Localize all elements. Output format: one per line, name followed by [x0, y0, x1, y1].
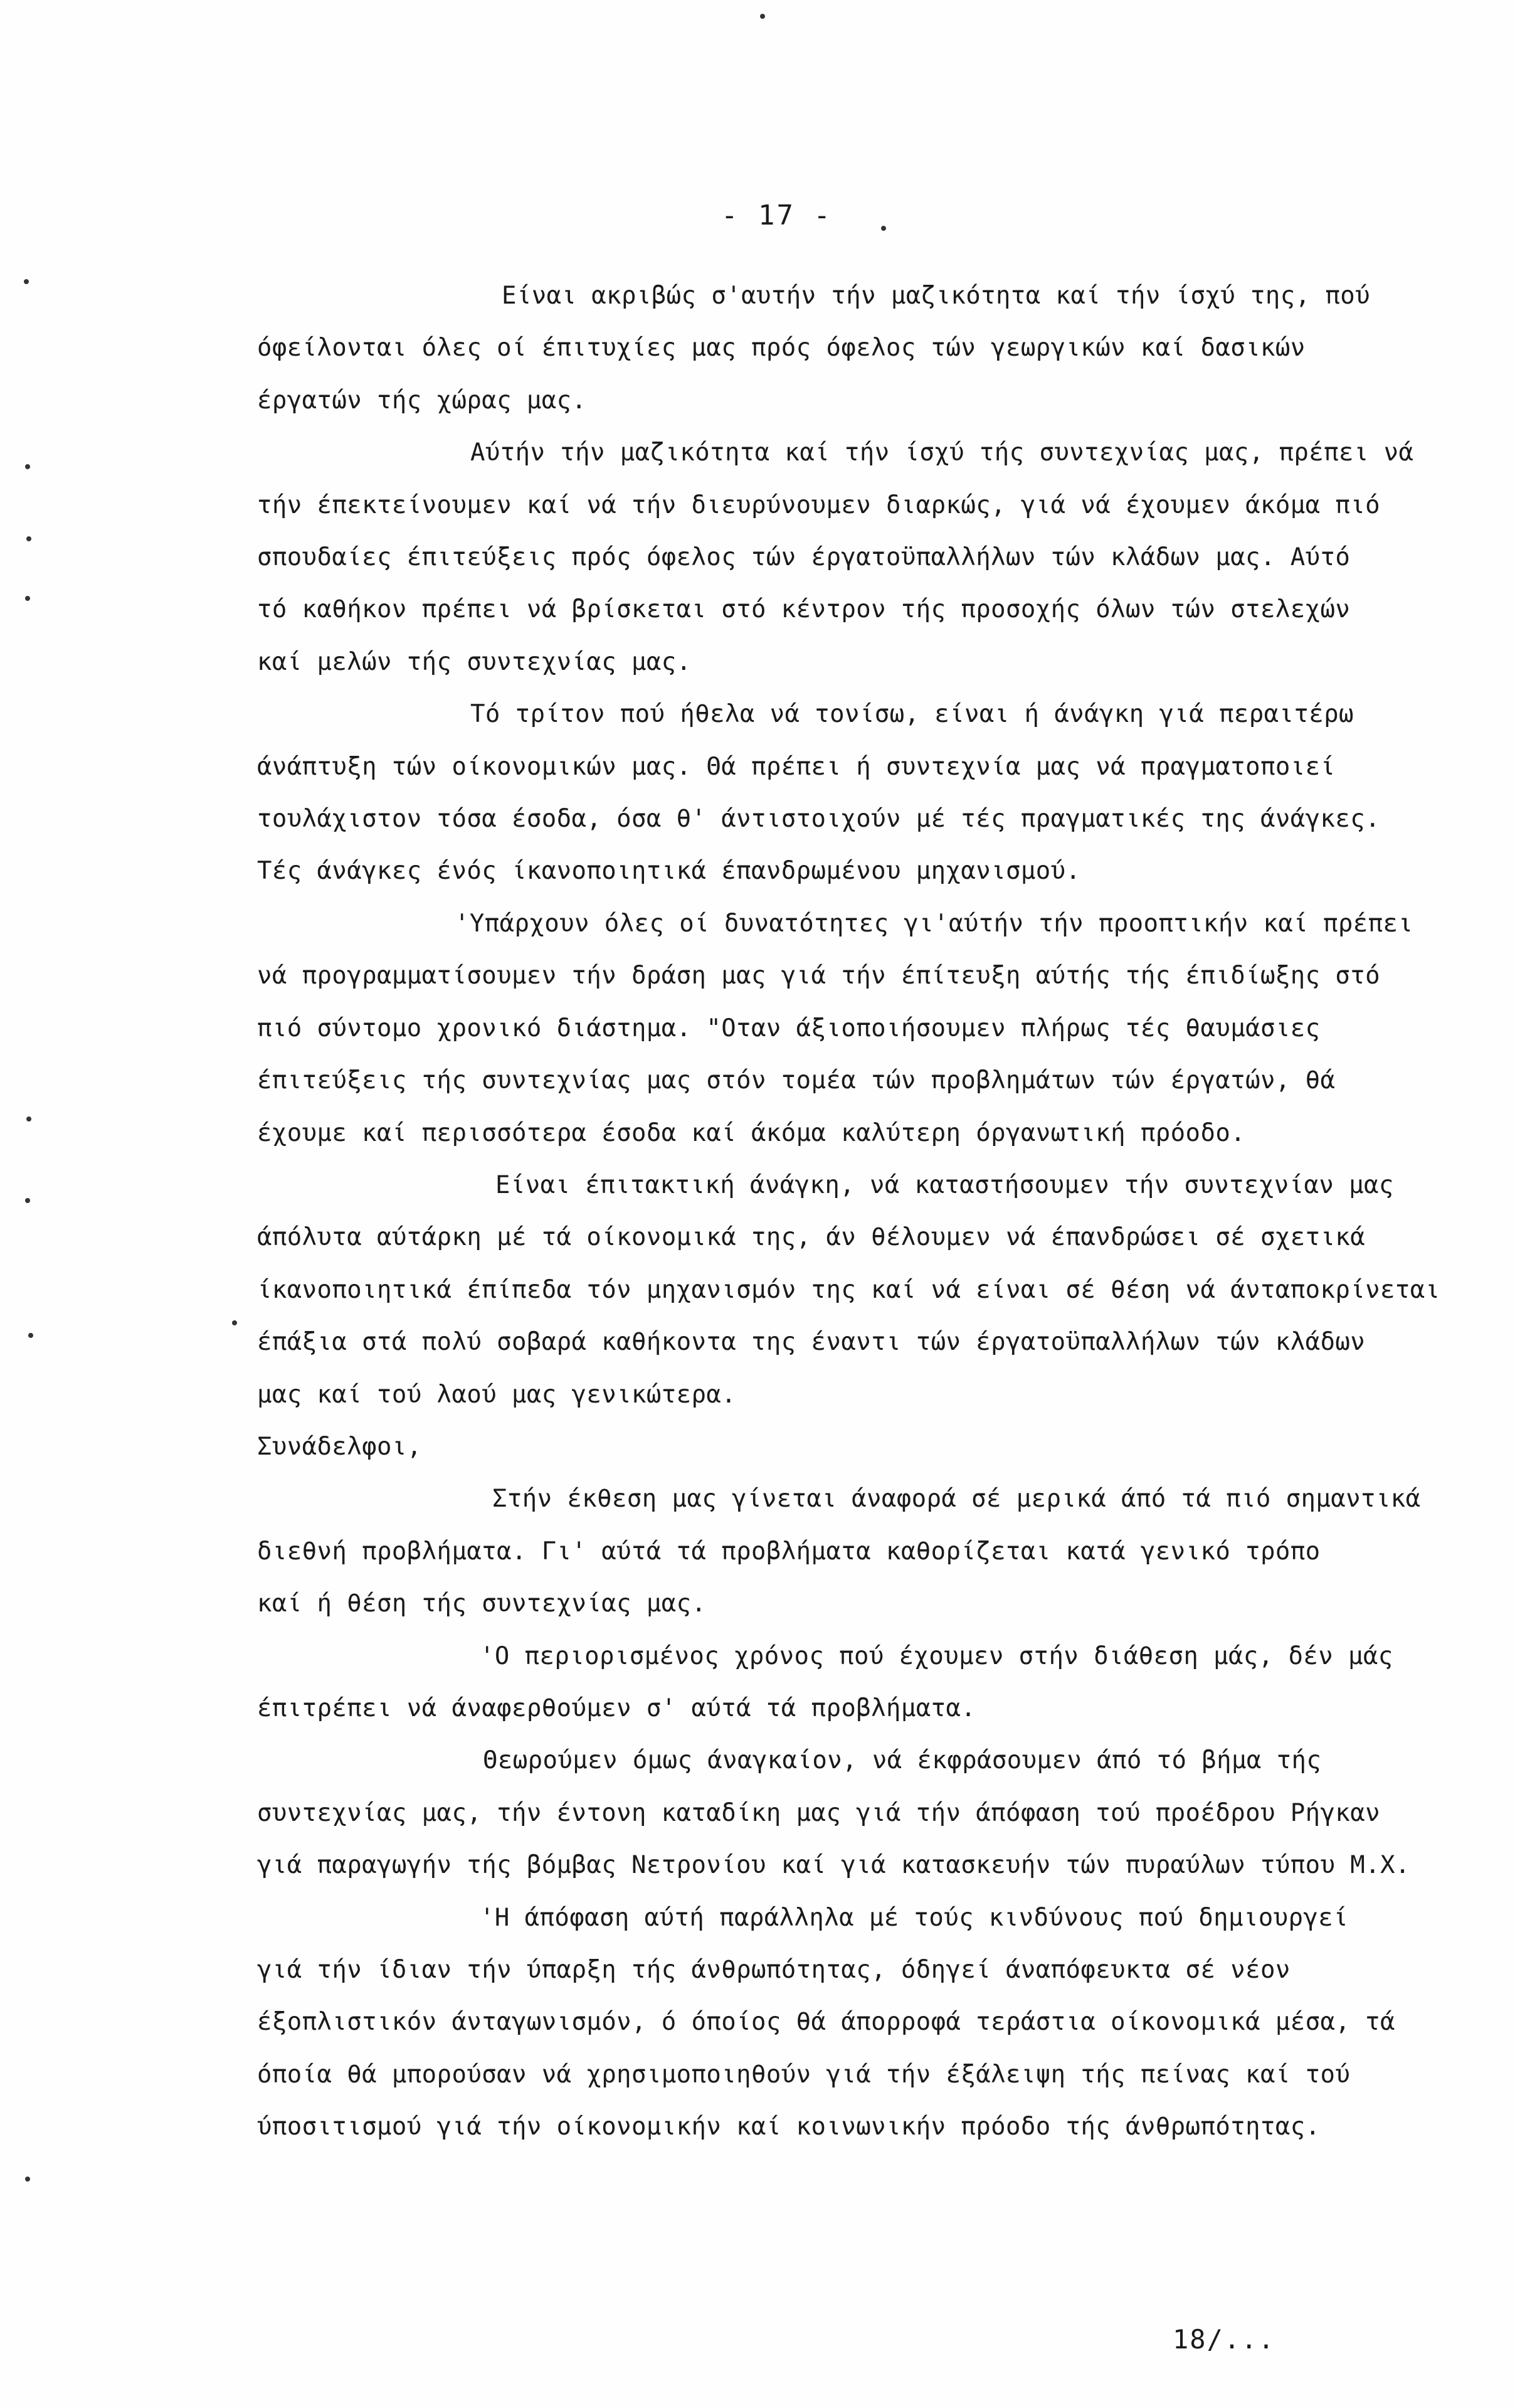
text-line: έπιτρέπει νά άναφερθούμεν σ' αύτά τά προβλήματα.	[257, 1694, 976, 1722]
text-line: τουλάχιστον τόσα έσοδα, όσα θ' άντιστοιχούν μέ τές πραγματικές της άνάγκες.	[257, 805, 1380, 834]
text-line: καί ή θέση τής συντεχνίας μας.	[257, 1589, 707, 1618]
text-line: συντεχνίας μας, τήν έντονη καταδίκη μας γιά τήν άπόφαση τού προέδρου Ρήγκαν	[257, 1798, 1380, 1827]
continuation-marker: 18/...	[1173, 2324, 1275, 2355]
text-line: καί μελών τής συντεχνίας μας.	[257, 647, 692, 676]
text-line: Τό τρίτον πού ήθελα νά τονίσω, είναι ή άνάγκη γιά περαιτέρω	[470, 700, 1354, 729]
text-line: όφείλονται όλες οί έπιτυχίες μας πρός όφελος τών γεωργικών καί δασικών	[257, 334, 1306, 363]
text-line: Στήν έκθεση μας γίνεται άναφορά σέ μερικά άπό τά πιό σημαντικά	[492, 1485, 1421, 1514]
text-line: νά προγραμματίσουμεν τήν δράση μας γιά τήν έπίτευξη αύτής τής έπιδίωξης στό	[257, 962, 1380, 990]
text-line: 'Υπάρχουν όλες οί δυνατότητες γι'αύτήν τήν προοπτικήν καί πρέπει	[455, 909, 1413, 938]
speck	[25, 464, 30, 469]
text-line: άνάπτυξη τών οίκονομικών μας. Θά πρέπει ή συντεχνία μας νά πραγματοποιεί	[257, 752, 1336, 781]
text-line: όποία θά μπορούσαν νά χρησιμοποιηθούν γιά τήν έξάλειψη τής πείνας καί τού	[257, 2060, 1351, 2089]
text-line: 'Η άπόφαση αύτή παράλληλα μέ τούς κινδύνους πού δημιουργεί	[480, 1903, 1349, 1932]
speck	[25, 1198, 30, 1203]
text-line: διεθνή προβλήματα. Γι' αύτά τά προβλήματα καθορίζεται κατά γενικό τρόπο	[257, 1537, 1321, 1566]
text-line: μας καί τού λαού μας γενικώτερα.	[257, 1380, 737, 1409]
text-line: έπάξια στά πολύ σοβαρά καθήκοντα της έναντι τών έργατοϋπαλλήλων τών κλάδων	[257, 1328, 1366, 1357]
text-line: ύποσιτισμού γιά τήν οίκονομικήν καί κοινωνικήν πρόοδο τής άνθρωπότητας.	[257, 2113, 1321, 2141]
text-line: τήν έπεκτείνουμεν καί νά τήν διευρύνουμεν διαρκώς, γιά νά έχουμεν άκόμα πιό	[257, 491, 1380, 519]
speck	[25, 2177, 30, 2182]
text-line: έχουμε καί περισσότερα έσοδα καί άκόμα καλύτερη όργανωτική πρόοδο.	[257, 1118, 1246, 1147]
body-text	[257, 270, 1486, 2153]
text-line: 'Ο περιορισμένος χρόνος πού έχουμεν στήν διάθεση μάς, δέν μάς	[480, 1642, 1393, 1670]
text-line: γιά τήν ίδιαν τήν ύπαρξη τής άνθρωπότητας, όδηγεί άναπόφευκτα σέ νέον	[257, 1956, 1291, 1984]
speck	[881, 226, 886, 231]
text-line: Θεωρούμεν όμως άναγκαίον, νά έκφράσουμεν άπό τό βήμα τής	[483, 1746, 1322, 1775]
text-line: έργατών τής χώρας μας.	[257, 386, 587, 415]
text-line: άπόλυτα αύτάρκη μέ τά οίκονομικά της, άν θέλουμεν νά έπανδρώσει σέ σχετικά	[257, 1223, 1366, 1252]
text-line: Τές άνάγκες ένός ίκανοποιητικά έπανδρωμένου μηχανισμού.	[257, 857, 1081, 886]
text-line: Αύτήν τήν μαζικότητα καί τήν ίσχύ τής συντεχνίας μας, πρέπει νά	[470, 438, 1414, 467]
speck	[24, 279, 29, 284]
speck	[26, 536, 31, 541]
speck	[232, 1320, 237, 1325]
page-number: - 17 -	[721, 199, 832, 231]
text-line: Είναι ακριβώς σ'αυτήν τήν μαζικότητα καί τήν ίσχύ της, πού	[502, 282, 1371, 310]
text-line: Είναι έπιτακτική άνάγκη, νά καταστήσουμεν τήν συντεχνίαν μας	[495, 1170, 1394, 1199]
speck	[26, 1116, 31, 1122]
text-line: πιό σύντομο χρονικό διάστημα. "Οταν άξιοποιήσουμεν πλήρως τές θαυμάσιες	[257, 1014, 1321, 1042]
speck	[760, 14, 765, 19]
text-line: Συνάδελφοι,	[257, 1432, 422, 1461]
speck	[25, 596, 30, 601]
text-line: ίκανοποιητικά έπίπεδα τόν μηχανισμόν της καί νά είναι σέ θέση νά άνταποκρίνεται	[257, 1275, 1440, 1304]
text-line: σπουδαίες έπιτεύξεις πρός όφελος τών έργατοϋπαλλήλων τών κλάδων μας. Αύτό	[257, 543, 1351, 572]
text-line: τό καθήκον πρέπει νά βρίσκεται στό κέντρον τής προσοχής όλων τών στελεχών	[257, 595, 1351, 624]
speck	[28, 1333, 33, 1338]
text-line: γιά παραγωγήν τής βόμβας Νετρονίου καί γιά κατασκευήν τών πυραύλων τύπου Μ.Χ.	[257, 1851, 1410, 1880]
text-line: έξοπλιστικόν άνταγωνισμόν, ό όποίος θά άπορροφά τεράστια οίκονομικά μέσα, τά	[257, 2008, 1395, 2037]
text-line: έπιτεύξεις τής συντεχνίας μας στόν τομέα τών προβλημάτων τών έργατών, θά	[257, 1066, 1336, 1095]
